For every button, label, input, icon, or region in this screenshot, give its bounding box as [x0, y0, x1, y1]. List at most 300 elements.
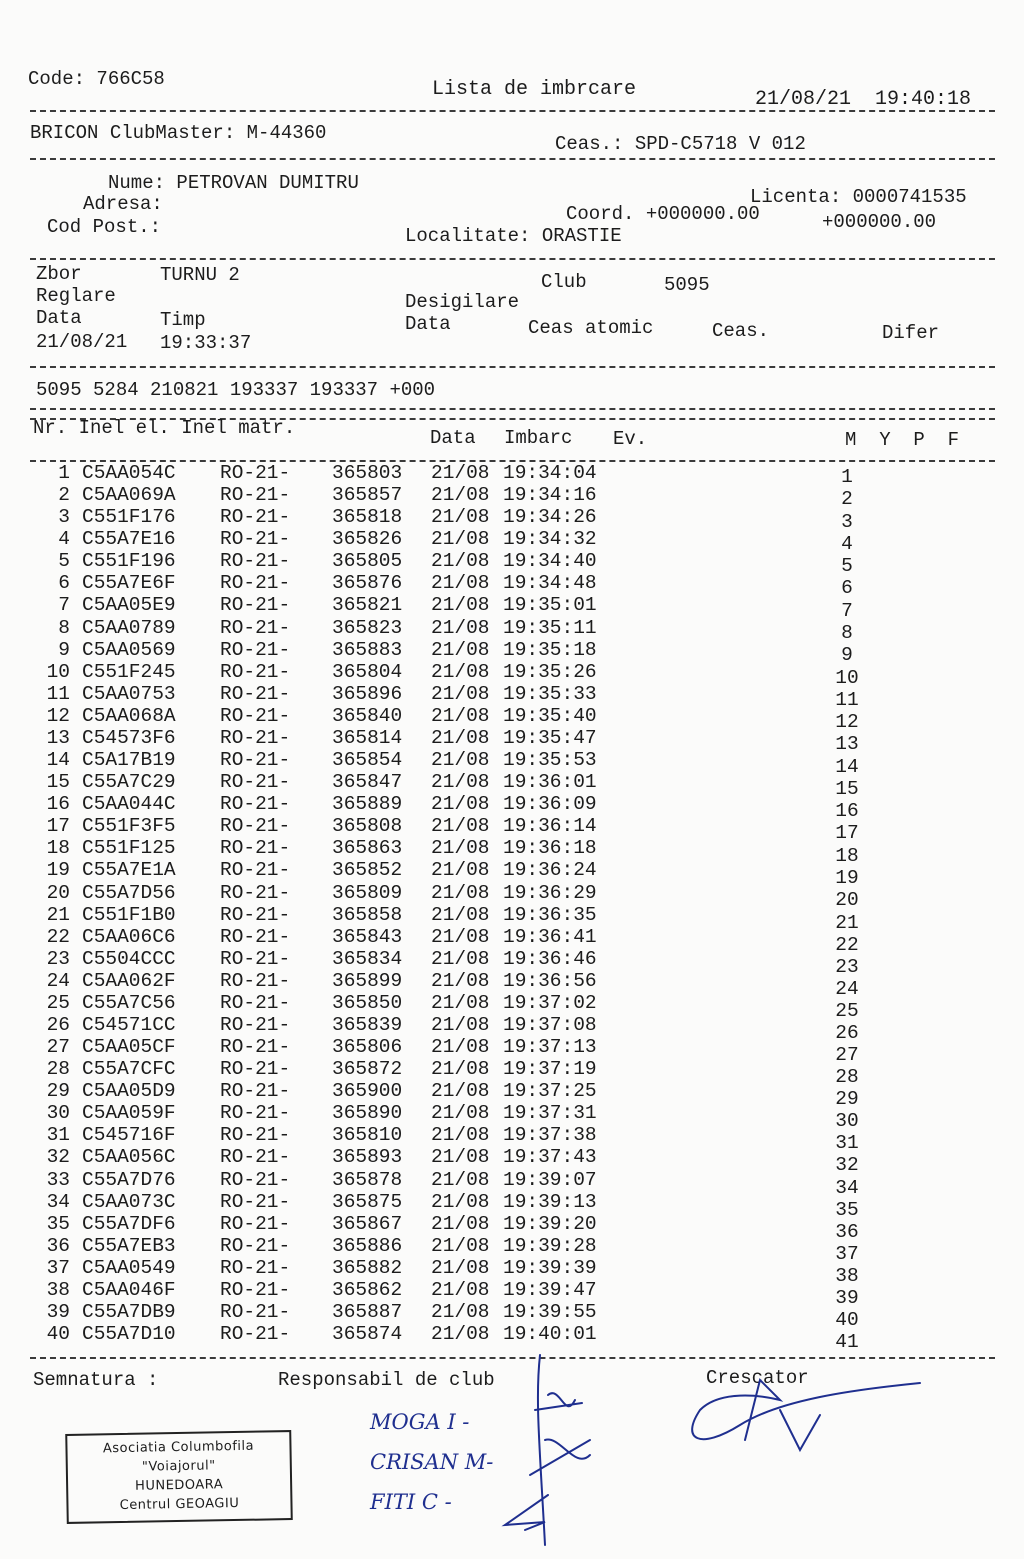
row-number: 31 [46, 1124, 70, 1147]
arrival-time: 19:40:01 [503, 1323, 597, 1346]
arrival-time: 19:37:13 [503, 1036, 597, 1059]
difer-label: Difer [882, 322, 940, 344]
col-header-rings: Nr. Inel el. Inel matr. [33, 417, 296, 439]
row-number: 13 [46, 726, 70, 749]
place-m: 26 [835, 1022, 859, 1044]
row-number: 29 [46, 1080, 70, 1103]
arrival-date: 21/08 [431, 1058, 490, 1081]
electronic-ring: C55A7D56 [82, 881, 176, 904]
arrival-date: 21/08 [431, 550, 490, 573]
ring-number: 365804 [332, 660, 403, 683]
ring-number: 365806 [332, 1036, 403, 1059]
arrival-time: 19:37:43 [503, 1146, 597, 1169]
electronic-ring: C55A7CFC [82, 1058, 176, 1081]
arrival-time: 19:34:04 [503, 462, 597, 484]
ring-number: 365875 [332, 1190, 403, 1213]
arrival-time: 19:35:33 [503, 682, 597, 705]
row-number: 30 [46, 1102, 70, 1125]
place-m: 23 [835, 955, 859, 978]
place-m: 41 [835, 1331, 859, 1354]
arrival-date: 21/08 [431, 1102, 490, 1125]
electronic-ring: C5AA056C [82, 1146, 176, 1169]
place-m: 17 [835, 822, 859, 845]
arrival-time: 19:34:40 [503, 550, 597, 573]
arrival-date: 21/08 [431, 1234, 490, 1257]
ring-number: 365818 [332, 506, 403, 529]
row-number: 34 [46, 1190, 70, 1213]
ring-number: 365809 [332, 881, 403, 904]
place-m: 39 [835, 1286, 859, 1309]
ring-prefix: RO-21- [220, 1036, 291, 1059]
electronic-ring: C5AA0789 [82, 616, 176, 639]
arrival-date: 21/08 [431, 506, 490, 529]
arrival-time: 19:36:01 [503, 771, 597, 794]
arrival-date: 21/08 [431, 638, 490, 661]
place-m: 13 [835, 733, 859, 756]
print-datetime: 21/08/21 19:40:18 [755, 88, 972, 111]
row-number: 39 [46, 1301, 70, 1324]
arrival-date: 21/08 [431, 1190, 490, 1213]
row-number: 3 [58, 506, 70, 529]
row-number: 27 [46, 1036, 70, 1059]
electronic-ring: C5AA06C6 [82, 925, 176, 948]
arrival-time: 19:35:53 [503, 749, 597, 772]
row-number: 18 [46, 837, 70, 860]
row-number: 9 [58, 638, 70, 661]
electronic-ring: C5AA068A [82, 704, 176, 727]
ring-number: 365826 [332, 528, 403, 551]
ring-number: 365862 [332, 1278, 403, 1301]
electronic-ring: C5AA046F [82, 1278, 176, 1301]
ring-number: 365863 [332, 837, 403, 860]
place-m: 12 [835, 711, 859, 734]
row-number: 36 [46, 1234, 70, 1257]
ring-prefix: RO-21- [220, 925, 291, 948]
row-number: 28 [46, 1058, 70, 1081]
arrival-time: 19:35:18 [503, 638, 597, 661]
ring-prefix: RO-21- [220, 550, 291, 573]
arrival-time: 19:36:56 [503, 969, 597, 992]
electronic-ring: C5AA05E9 [82, 594, 176, 617]
address-label: Adresa: [83, 193, 163, 215]
arrival-date: 21/08 [431, 462, 490, 484]
club-value: 5095 [664, 274, 710, 296]
electronic-ring: C5AA059F [82, 1102, 176, 1125]
ring-prefix: RO-21- [220, 726, 291, 749]
row-number: 8 [58, 616, 70, 639]
row-number: 33 [46, 1168, 70, 1191]
row-number: 25 [46, 991, 70, 1014]
arrival-date: 21/08 [431, 1212, 490, 1235]
ceas-atomic-label: Ceas atomic [528, 317, 654, 339]
row-number: 35 [46, 1212, 70, 1235]
row-number: 6 [58, 572, 70, 595]
place-m: 36 [835, 1220, 859, 1243]
ring-prefix: RO-21- [220, 815, 291, 838]
arrival-time: 19:36:24 [503, 859, 597, 882]
electronic-ring: C551F125 [82, 837, 176, 860]
ring-number: 365858 [332, 903, 403, 926]
arrival-time: 19:36:41 [503, 925, 597, 948]
col-header-data: Data [430, 427, 476, 449]
ring-prefix: RO-21- [220, 1256, 291, 1279]
arrival-date: 21/08 [431, 704, 490, 727]
ring-prefix: RO-21- [220, 1102, 291, 1125]
row-number: 17 [46, 815, 70, 838]
ring-number: 365843 [332, 925, 403, 948]
breeder-label: Crescator [706, 1367, 809, 1389]
place-m: 34 [835, 1176, 859, 1199]
arrival-date: 21/08 [431, 1146, 490, 1169]
place-m: 1 [841, 466, 853, 488]
arrival-date: 21/08 [431, 484, 490, 507]
ring-prefix: RO-21- [220, 1168, 291, 1191]
coordinates: Coord. +000000.00 [566, 203, 760, 225]
signature-stroke [505, 1495, 548, 1530]
arrival-date: 21/08 [431, 903, 490, 926]
arrival-time: 19:39:07 [503, 1168, 597, 1191]
ring-prefix: RO-21- [220, 528, 291, 551]
ring-number: 365803 [332, 462, 403, 484]
ring-number: 365878 [332, 1168, 403, 1191]
row-number: 22 [46, 925, 70, 948]
arrival-date: 21/08 [431, 682, 490, 705]
ring-number: 365834 [332, 947, 403, 970]
place-m: 35 [835, 1198, 859, 1221]
row-number: 26 [46, 1014, 70, 1036]
stamp-line: HUNEDOARA [134, 1477, 224, 1494]
stamp-line: Asociatia Columbofila [102, 1438, 255, 1457]
arrival-time: 19:34:48 [503, 572, 597, 595]
arrival-time: 19:36:18 [503, 837, 597, 860]
ring-number: 365847 [332, 771, 403, 794]
club-label: Club [541, 271, 587, 293]
arrival-time: 19:36:29 [503, 881, 597, 904]
ring-number: 365839 [332, 1014, 403, 1036]
ring-prefix: RO-21- [220, 1014, 291, 1036]
row-number: 11 [46, 682, 70, 705]
ring-prefix: RO-21- [220, 506, 291, 529]
electronic-ring: C5AA069A [82, 484, 176, 507]
row-number: 40 [46, 1323, 70, 1346]
arrival-time: 19:36:14 [503, 815, 597, 838]
handwritten-name: CRISAN M- [370, 1450, 494, 1474]
handwritten-name: MOGA I - [370, 1410, 470, 1434]
arrival-time: 19:34:32 [503, 528, 597, 551]
arrival-time: 19:35:47 [503, 726, 597, 749]
row-number: 16 [46, 793, 70, 816]
arrival-date: 21/08 [431, 528, 490, 551]
row-number: 32 [46, 1146, 70, 1169]
electronic-ring: C545716F [82, 1124, 176, 1147]
place-m: 30 [835, 1110, 859, 1133]
electronic-ring: C551F196 [82, 550, 176, 573]
ring-number: 365854 [332, 749, 403, 772]
ring-number: 365887 [332, 1301, 403, 1324]
ring-prefix: RO-21- [220, 1080, 291, 1103]
place-m: 25 [835, 999, 859, 1022]
place-m: 11 [835, 688, 859, 711]
arrival-date: 21/08 [431, 1036, 490, 1059]
reglare-date: 21/08/21 [36, 331, 128, 353]
electronic-ring: C5AA05CF [82, 1036, 176, 1059]
place-m: 8 [841, 621, 853, 644]
electronic-ring: C55A7E6F [82, 572, 176, 595]
row-number: 2 [58, 484, 70, 507]
row-number: 19 [46, 859, 70, 882]
data-label: Data [36, 307, 82, 329]
electronic-ring: C5AA044C [82, 793, 176, 816]
arrival-time: 19:39:47 [503, 1278, 597, 1301]
ring-prefix: RO-21- [220, 881, 291, 904]
electronic-ring: C5AA0753 [82, 682, 176, 705]
place-m: 18 [835, 844, 859, 867]
arrival-time: 19:34:16 [503, 484, 597, 507]
ring-prefix: RO-21- [220, 1146, 291, 1169]
place-m: 38 [835, 1264, 859, 1287]
row-number: 20 [46, 881, 70, 904]
arrival-time: 19:37:38 [503, 1124, 597, 1147]
place-m: 32 [835, 1154, 859, 1177]
place-m: 5 [841, 555, 853, 578]
arrival-date: 21/08 [431, 1124, 490, 1147]
document-title: Lista de imbrcare [432, 78, 637, 101]
ring-prefix: RO-21- [220, 969, 291, 992]
ring-prefix: RO-21- [220, 1301, 291, 1324]
reglare-time: 19:33:37 [160, 332, 252, 354]
arrival-date: 21/08 [431, 1168, 490, 1191]
ring-number: 365872 [332, 1058, 403, 1081]
row-number: 24 [46, 969, 70, 992]
postcode-label: Cod Post.: [47, 216, 162, 238]
arrival-date: 21/08 [431, 594, 490, 617]
ring-number: 365882 [332, 1256, 403, 1279]
signature-stroke [538, 1355, 545, 1545]
club-responsible-label: Responsabil de club [278, 1369, 495, 1391]
electronic-ring: C5AA05D9 [82, 1080, 176, 1103]
clubmaster: BRICON ClubMaster: M-44360 [30, 122, 327, 144]
ring-prefix: RO-21- [220, 859, 291, 882]
arrival-date: 21/08 [431, 969, 490, 992]
ring-prefix: RO-21- [220, 1124, 291, 1147]
place-m: 6 [841, 577, 853, 600]
electronic-ring: C55A7C56 [82, 991, 176, 1014]
ring-prefix: RO-21- [220, 1190, 291, 1213]
ring-number: 365899 [332, 969, 403, 992]
electronic-ring: C551F1B0 [82, 903, 176, 926]
electronic-ring: C54573F6 [82, 726, 176, 749]
row-number: 15 [46, 771, 70, 794]
ring-number: 365805 [332, 550, 403, 573]
electronic-ring: C55A7E1A [82, 859, 176, 882]
row-number: 14 [46, 749, 70, 772]
ring-number: 365814 [332, 726, 403, 749]
electronic-ring: C5AA062F [82, 969, 176, 992]
ring-prefix: RO-21- [220, 793, 291, 816]
ring-number: 365852 [332, 859, 403, 882]
row-number: 1 [58, 462, 70, 484]
row-number: 7 [58, 594, 70, 617]
handwritten-name: FITI C - [370, 1490, 452, 1514]
ring-prefix: RO-21- [220, 594, 291, 617]
ring-prefix: RO-21- [220, 1323, 291, 1346]
place-m: 2 [841, 488, 853, 511]
code-line: 5095 5284 210821 193337 193337 +000 [36, 379, 436, 401]
arrival-time: 19:37:31 [503, 1102, 597, 1125]
arrival-time: 19:39:28 [503, 1234, 597, 1257]
place-m: 20 [835, 889, 859, 912]
flight-name: TURNU 2 [160, 264, 240, 286]
locality: Localitate: ORASTIE [405, 225, 622, 247]
ring-number: 365893 [332, 1146, 403, 1169]
arrival-date: 21/08 [431, 616, 490, 639]
arrival-time: 19:37:08 [503, 1014, 597, 1036]
ring-prefix: RO-21- [220, 1234, 291, 1257]
ring-number: 365808 [332, 815, 403, 838]
electronic-ring: C55A7D76 [82, 1168, 176, 1191]
ring-prefix: RO-21- [220, 903, 291, 926]
flight-label: Zbor [36, 263, 82, 285]
col-header-imbarc: Imbarc [504, 427, 573, 449]
ring-prefix: RO-21- [220, 771, 291, 794]
arrival-date: 21/08 [431, 726, 490, 749]
arrival-date: 21/08 [431, 1323, 490, 1346]
row-number: 23 [46, 947, 70, 970]
stamp-line: Centrul GEOAGIU [119, 1495, 240, 1514]
arrival-date: 21/08 [431, 1080, 490, 1103]
electronic-ring: C5AA0549 [82, 1256, 176, 1279]
timp-label: Timp [160, 309, 206, 331]
electronic-ring: C54571CC [82, 1014, 176, 1036]
ring-number: 365890 [332, 1102, 403, 1125]
row-number: 37 [46, 1256, 70, 1279]
row-number: 21 [46, 903, 70, 926]
ring-number: 365896 [332, 682, 403, 705]
ring-prefix: RO-21- [220, 484, 291, 507]
ring-number: 365874 [332, 1323, 403, 1346]
clock-id: Ceas.: SPD-C5718 V 012 [555, 133, 806, 155]
ring-prefix: RO-21- [220, 1278, 291, 1301]
arrival-date: 21/08 [431, 793, 490, 816]
row-number: 12 [46, 704, 70, 727]
ring-number: 365840 [332, 704, 403, 727]
place-m: 21 [835, 911, 859, 934]
arrival-time: 19:39:55 [503, 1301, 597, 1324]
electronic-ring: C55A7D10 [82, 1323, 176, 1346]
row-number: 4 [58, 528, 70, 551]
place-m: 24 [835, 977, 859, 1000]
ring-prefix: RO-21- [220, 462, 291, 484]
ring-prefix: RO-21- [220, 1058, 291, 1081]
arrival-date: 21/08 [431, 947, 490, 970]
ceas-label: Ceas. [712, 320, 770, 342]
col-header-mypf: M Y P F [845, 429, 960, 451]
ring-prefix: RO-21- [220, 572, 291, 595]
electronic-ring: C551F176 [82, 506, 176, 529]
place-m: 19 [835, 867, 859, 890]
arrival-date: 21/08 [431, 925, 490, 948]
place-m: 7 [841, 599, 853, 622]
electronic-ring: C5AA054C [82, 462, 176, 484]
arrival-time: 19:39:20 [503, 1212, 597, 1235]
row-number: 38 [46, 1278, 70, 1301]
signature-label: Semnatura : [33, 1369, 159, 1391]
ring-prefix: RO-21- [220, 704, 291, 727]
place-m: 14 [835, 755, 859, 778]
data2-label: Data [405, 313, 451, 335]
place-m: 9 [841, 644, 853, 667]
place-m: 27 [835, 1044, 859, 1067]
arrival-date: 21/08 [431, 881, 490, 904]
reglare-label: Reglare [36, 285, 116, 307]
license: Licenta: 0000741535 [750, 186, 967, 208]
arrival-time: 19:39:13 [503, 1190, 597, 1213]
arrival-time: 19:36:09 [503, 793, 597, 816]
arrival-time: 19:35:40 [503, 704, 597, 727]
ring-number: 365867 [332, 1212, 403, 1235]
ring-prefix: RO-21- [220, 660, 291, 683]
code: Code: 766C58 [28, 68, 165, 90]
arrival-time: 19:36:35 [503, 903, 597, 926]
electronic-ring: C551F3F5 [82, 815, 176, 838]
electronic-ring: C5504CCC [82, 947, 176, 970]
arrival-time: 19:37:02 [503, 991, 597, 1014]
arrival-date: 21/08 [431, 837, 490, 860]
ring-number: 365857 [332, 484, 403, 507]
ring-number: 365889 [332, 793, 403, 816]
arrival-date: 21/08 [431, 859, 490, 882]
ring-number: 365886 [332, 1234, 403, 1257]
arrival-time: 19:35:26 [503, 660, 597, 683]
arrival-time: 19:37:19 [503, 1058, 597, 1081]
electronic-ring: C55A7C29 [82, 771, 176, 794]
stamp-line: "Voiajorul" [141, 1458, 216, 1475]
place-m: 22 [835, 933, 859, 956]
electronic-ring: C55A7DF6 [82, 1212, 176, 1235]
place-m: 10 [835, 666, 859, 689]
ring-number: 365823 [332, 616, 403, 639]
coordinates-2: +000000.00 [822, 211, 937, 233]
arrival-time: 19:35:01 [503, 594, 597, 617]
electronic-ring: C55A7DB9 [82, 1301, 176, 1324]
ring-prefix: RO-21- [220, 991, 291, 1014]
ring-prefix: RO-21- [220, 947, 291, 970]
electronic-ring: C5AA0569 [82, 638, 176, 661]
ring-number: 365876 [332, 572, 403, 595]
electronic-ring: C551F245 [82, 660, 176, 683]
arrival-time: 19:36:46 [503, 947, 597, 970]
ring-number: 365900 [332, 1080, 403, 1103]
signature-stroke [535, 1393, 582, 1410]
place-m: 31 [835, 1132, 859, 1155]
place-m: 29 [835, 1088, 859, 1111]
ring-number: 365850 [332, 991, 403, 1014]
ring-prefix: RO-21- [220, 638, 291, 661]
ring-number: 365810 [332, 1124, 403, 1147]
arrival-date: 21/08 [431, 1301, 490, 1324]
arrival-date: 21/08 [431, 1014, 490, 1036]
row-number: 5 [58, 550, 70, 573]
desigilare-label: Desigilare [405, 291, 520, 313]
electronic-ring: C5A17B19 [82, 749, 176, 772]
ring-prefix: RO-21- [220, 616, 291, 639]
arrival-date: 21/08 [431, 1256, 490, 1279]
ring-prefix: RO-21- [220, 682, 291, 705]
arrival-time: 19:35:11 [503, 616, 597, 639]
col-header-ev: Ev. [613, 428, 648, 450]
ring-prefix: RO-21- [220, 837, 291, 860]
electronic-ring: C55A7EB3 [82, 1234, 176, 1257]
